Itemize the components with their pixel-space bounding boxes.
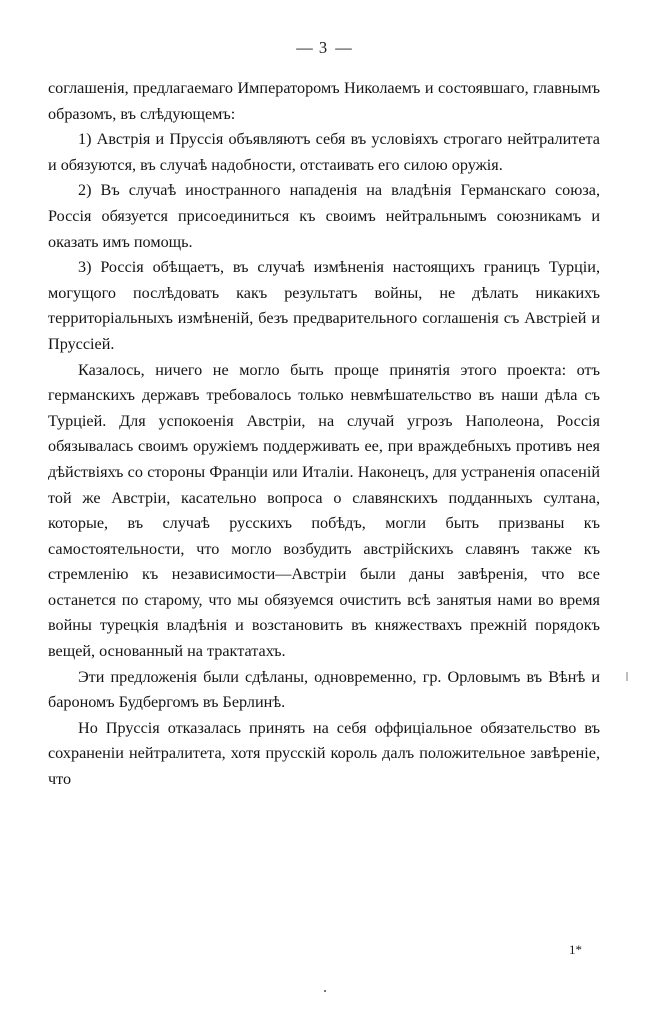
paragraph-analysis: Казалось, ничего не могло быть проще принятія этого проекта: отъ германскихъ державъ требовалось только невмѣшательство въ наши дѣла съ Турціей. Для успокоенія Австріи, на случай угрозъ Наполеона, Россія обязывалась своимъ оружіемъ поддерживать ее, при враждебныхъ противъ нея дѣйствіяхъ со стороны Франціи или Италіи. Наконецъ, для устраненія опасеній той же Австріи, касательно вопроса о славянскихъ подданныхъ султана, которые, въ случаѣ русскихъ побѣдъ, могли быть призваны къ самостоятельности, что могло возбудить австрійскихъ славянъ также къ стремленію къ независимости—Австріи были даны завѣренія, что все останется по старому, что мы обязуемся очистить всѣ занятыя нами во время войны турецкія владѣнія и возстановить въ княжествахъ прежній порядокъ вещей, основанный на трактатахъ. xyxy=(48,360,600,661)
paragraph-delivery: Эти предложенія были сдѣланы, одновременно, гр. Орловымъ въ Вѣнѣ и барономъ Будбергомъ въ Берлинѣ. xyxy=(48,667,600,712)
signature-mark: 1* xyxy=(569,942,582,957)
header-dash-right: — xyxy=(335,38,352,57)
paragraph-opening: соглашенія, предлагаемаго Императоромъ Николаемъ и состоявшаго, главнымъ образомъ, въ слѣдующемъ: xyxy=(48,79,600,123)
page-number: 3 xyxy=(318,38,330,57)
document-body xyxy=(48,76,600,793)
page-edge-speck xyxy=(626,672,628,681)
paragraph-item-2: 2) Въ случаѣ иностранного нападенія на владѣнія Германскаго союза, Россія обязуется присоединиться къ своимъ нейтральнымъ союзникамъ и оказать имъ помощь. xyxy=(48,181,600,251)
header-dash-left: — xyxy=(296,38,313,57)
paragraph-item-3: 3) Россія обѣщаетъ, въ случаѣ измѣненія настоящихъ границъ Турціи, могущого послѣдовать какъ результатъ войны, не дѣлать никакихъ территоріальныхъ измѣненій, безъ предварительного соглашенія съ Австріей и Пруссіей. xyxy=(48,258,600,353)
page-bottom-speck xyxy=(324,990,326,992)
paragraph-prussia: Но Пруссія отказалась принять на себя оффиціальное обязательство въ сохраненіи нейтралитета, хотя прусскій король далъ положительное завѣреніе, что xyxy=(48,718,600,789)
paragraph-item-1: 1) Австрія и Пруссія объявляютъ себя въ условіяхъ строгаго нейтралитета и обязуются, въ случаѣ надобности, отстаивать его силою оружія. xyxy=(48,130,600,174)
page-header xyxy=(48,38,600,58)
